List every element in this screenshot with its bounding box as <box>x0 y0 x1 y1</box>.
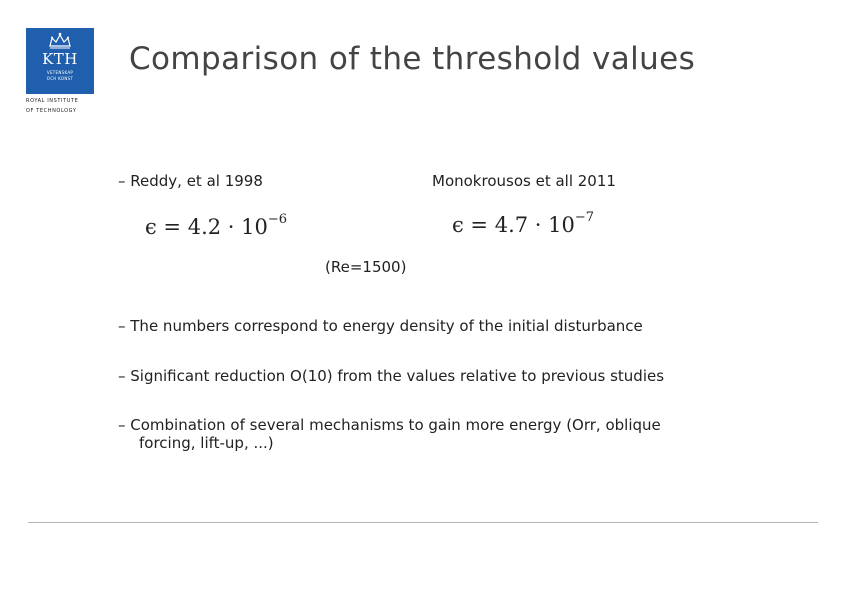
bullet-energy-density: – The numbers correspond to energy density of the initial disturbance <box>118 317 643 335</box>
formula-monokrousos-base: ϵ = 4.7 · 10 <box>452 213 575 237</box>
footer-divider <box>28 522 818 523</box>
logo-caption-2: OF TECHNOLOGY <box>26 108 77 114</box>
logo-emblem <box>26 28 94 94</box>
logo-subline-1: VETENSKAP <box>46 70 74 75</box>
crown-icon <box>26 30 94 52</box>
bullet-reduction: – Significant reduction O(10) from the values relative to previous studies <box>118 367 665 385</box>
logo-subline-2: OCH KONST <box>46 76 74 81</box>
formula-monokrousos <box>452 210 595 237</box>
logo-caption-1: ROYAL INSTITUTE <box>26 98 79 104</box>
kth-logo <box>26 28 96 114</box>
bullet-reddy: – Reddy, et al 1998 <box>118 172 263 190</box>
slide-title: Comparison of the threshold values <box>129 41 696 77</box>
reynolds-note: (Re=1500) <box>325 258 407 276</box>
formula-reddy-base: ϵ = 4.2 · 10 <box>145 215 268 239</box>
bullet-mechanisms-line-1: – Combination of several mechanisms to gain more energy (Orr, oblique <box>118 416 661 434</box>
bullet-mechanisms-line-2: forcing, lift-up, ...) <box>139 434 274 452</box>
formula-reddy-exponent: −6 <box>267 212 288 227</box>
reference-monokrousos: Monokrousos et all 2011 <box>432 172 616 190</box>
formula-monokrousos-exponent: −7 <box>574 210 595 225</box>
formula-reddy <box>145 212 288 239</box>
logo-wordmark: KTH <box>42 50 78 68</box>
